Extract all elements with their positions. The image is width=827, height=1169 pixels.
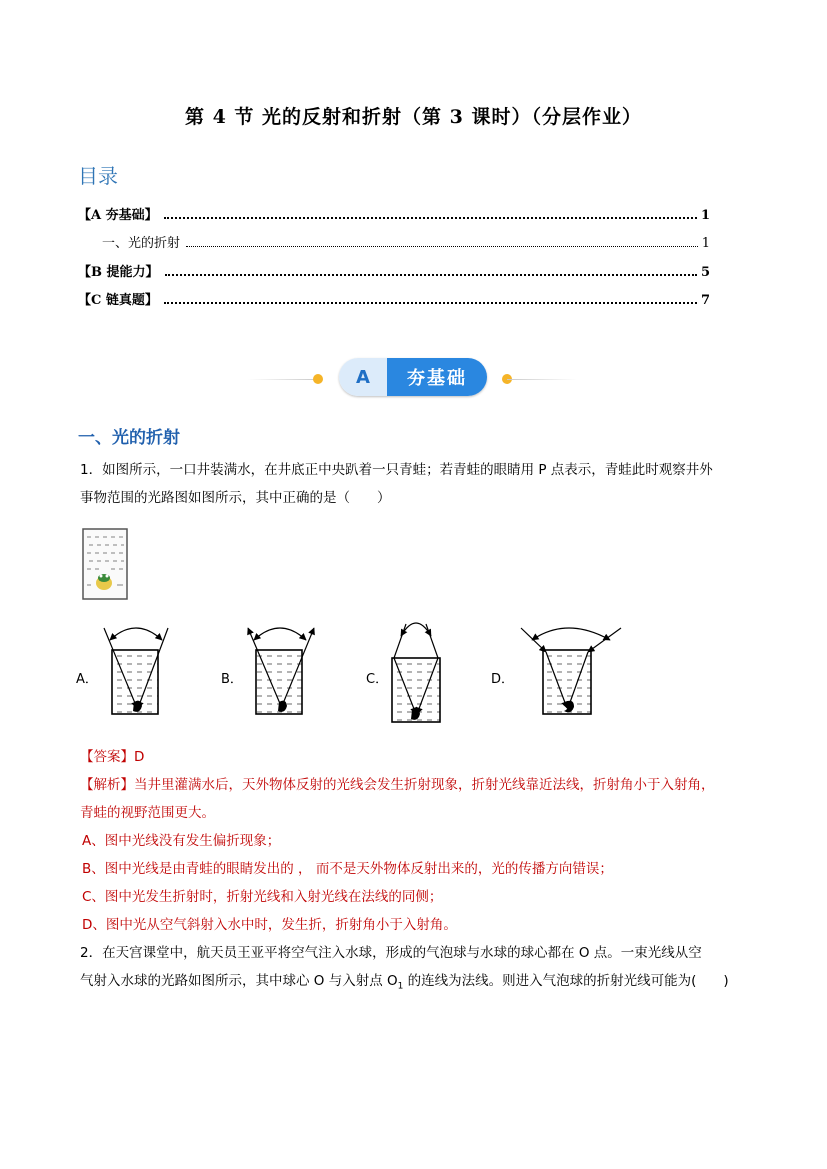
subscript-1: 1 <box>397 981 404 992</box>
banner-dot-left <box>313 374 323 384</box>
toc-page: 5 <box>700 265 710 280</box>
toc-label: 一、光的折射 <box>102 236 181 251</box>
option-d-diagram <box>521 628 621 714</box>
question-2 <box>80 939 750 1001</box>
question-2-line1: 2．在天宫课堂中，航天员王亚平将空气注入水球，形成的气泡球与水球的球心都在 O 点。一束光线从空 <box>80 945 702 961</box>
question-1-line2: 事物范围的光路图如图所示，其中正确的是（ ） <box>80 490 391 506</box>
toc-leader <box>186 246 698 247</box>
toc-row-refraction[interactable] <box>78 232 710 252</box>
toc-label: 【A 夯基础】 <box>78 208 158 223</box>
toc-leader <box>164 217 697 219</box>
toc-row-c[interactable] <box>78 289 710 309</box>
analysis-line1 <box>80 771 750 799</box>
toc-row-b[interactable] <box>78 261 710 281</box>
analysis-item-c: C、图中光发生折射时，折射光线和入射光线在法线的同侧； <box>82 889 443 905</box>
banner-badge: A <box>339 358 387 396</box>
well-frog-figure <box>82 528 128 600</box>
analysis-text: 当井里灌满水后，天外物体反射的光线会发生折射现象，折射光线靠近法线，折射角小于入射角， <box>134 777 715 793</box>
option-c-diagram <box>392 623 440 722</box>
question-2-line2 <box>80 967 750 1001</box>
analysis-item-d: D、图中光从空气斜射入水中时，发生折，折射角小于入射角。 <box>82 917 457 933</box>
option-b-label[interactable]: B． <box>221 672 243 687</box>
toc-row-a[interactable] <box>78 204 710 224</box>
analysis-tag: 【解析】 <box>80 777 134 793</box>
option-c-label[interactable]: C． <box>366 672 389 687</box>
banner-divider-right <box>507 379 577 380</box>
toc-label: 【C 链真题】 <box>78 293 158 308</box>
question-2-text-b: 的连线为法线。则进入气泡球的折射光线可能为( ) <box>403 973 729 989</box>
section-banner <box>339 358 487 396</box>
option-d-label[interactable]: D． <box>491 672 515 687</box>
analysis-item-b: B、图中光线是由青蛙的眼睛发出的 ， 而不是天外物体反射出来的，光的传播方向错误； <box>82 861 613 877</box>
options-figure <box>76 620 736 730</box>
page-title: 第 4 节 光的反射和折射（第 3 课时）（分层作业） <box>184 106 642 128</box>
toc-label: 【B 提能力】 <box>78 265 159 280</box>
analysis-item-a: A、图中光线没有发生偏折现象； <box>82 833 281 849</box>
toc-heading: 目录 <box>78 164 118 188</box>
question-2-text-a: 气射入水球的光路如图所示，其中球心 O 与入射点 O <box>80 973 398 989</box>
answer-block <box>80 743 750 939</box>
section-heading: 一、光的折射 <box>78 428 180 448</box>
option-a-label[interactable]: A． <box>76 672 98 687</box>
answer-line: 【答案】D <box>80 749 145 765</box>
toc-page: 7 <box>700 293 710 308</box>
toc-leader <box>165 274 697 276</box>
toc-leader <box>164 302 697 304</box>
toc-page: 1 <box>700 208 710 223</box>
option-a-diagram <box>104 628 168 714</box>
question-1-line1: 1．如图所示，一口井装满水，在井底正中央趴着一只青蛙；若青蛙的眼睛用 P 点表示，青蛙此时观察井外 <box>80 462 713 478</box>
banner-text: 夯基础 <box>387 358 487 396</box>
option-b-diagram <box>248 628 314 714</box>
toc-page: 1 <box>701 236 710 251</box>
banner-divider-left <box>248 379 318 380</box>
question-1 <box>80 456 750 512</box>
analysis-line2: 青蛙的视野范围更大。 <box>80 805 215 821</box>
